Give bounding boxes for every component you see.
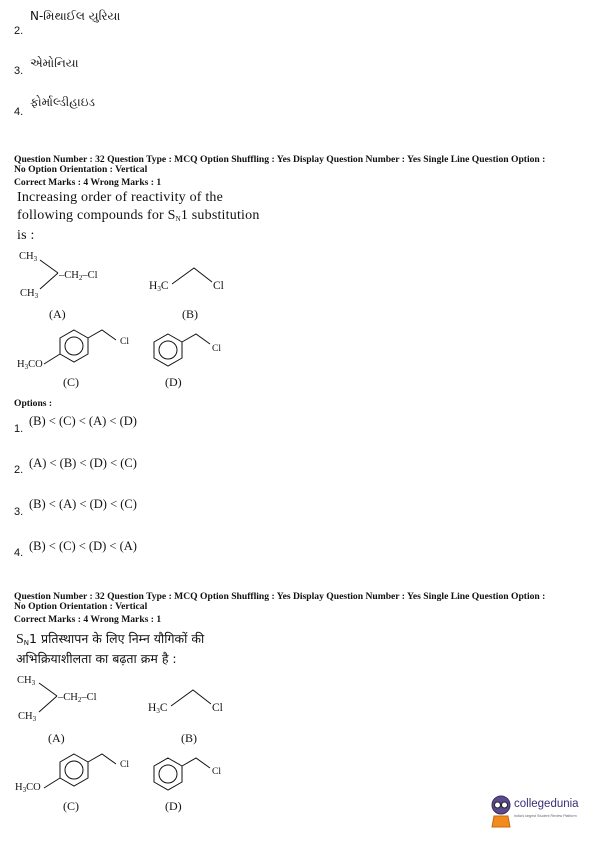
ch3-label: $CH_3$ <box>20 288 39 300</box>
option-number: 3. <box>14 506 24 518</box>
question-stem-line: $S_N1$ प्रतिस्थापन के लिए निम्न यौगिकों की <box>16 631 205 647</box>
question-meta-line: Question Number : 32 Question Type : MCQ Option Shuffling : Yes Display Question Number : Yes Single Line Question Option : <box>14 154 546 165</box>
cl-label: Cl <box>212 344 221 354</box>
benzene-ring <box>32 742 142 804</box>
question-stem-line: following compounds for $S_N1$ substitution <box>17 208 260 223</box>
question-marks: Correct Marks : 4 Wrong Marks : 1 <box>14 614 162 625</box>
option-text: (B) < (A) < (D) < (C) <box>29 497 137 511</box>
option-text: (B) < (C) < (D) < (A) <box>29 539 137 553</box>
structure-label: (A) <box>49 307 66 321</box>
h3co-label: $H_3CO$ <box>17 359 43 371</box>
cl-label: Cl <box>120 337 129 347</box>
option-text: ફોર્માલ્ડીહાઇડ <box>30 95 96 109</box>
question-marks: Correct Marks : 4 Wrong Marks : 1 <box>14 177 162 188</box>
option-text: (B) < (C) < (A) < (D) <box>29 414 137 428</box>
benzene-ring <box>32 318 142 380</box>
question-stem-line: Increasing order of reactivity of the <box>17 190 224 205</box>
question-stem-line: is : <box>17 228 35 243</box>
h3c-label: $H_3C$ <box>148 702 168 715</box>
cl-label: Cl <box>213 280 224 292</box>
structure-label: (C) <box>63 375 79 389</box>
ch3-label: $CH_3$ <box>17 675 36 687</box>
cl-label: Cl <box>120 760 129 770</box>
cl-label: Cl <box>212 702 223 714</box>
bond-lines <box>37 681 61 715</box>
structure-label: (D) <box>165 375 182 389</box>
structure-label: (B) <box>181 731 197 745</box>
cl-label: Cl <box>212 767 221 777</box>
logo-wordmark: collegedunia <box>514 798 579 810</box>
h3c-label: $H_3C$ <box>149 280 169 293</box>
question-meta-line: No Option Orientation : Vertical <box>14 601 148 612</box>
option-text: N-મિથાઈલ યુરિયા <box>30 9 121 23</box>
mascot-icon <box>488 794 514 828</box>
collegedunia-logo <box>488 794 588 830</box>
structure-label: (A) <box>48 731 65 745</box>
bond-lines <box>169 684 215 710</box>
h3co-label: $H_3CO$ <box>15 782 41 794</box>
bond-lines <box>38 258 62 292</box>
logo-tagline: India's largest Student Review Platform <box>514 814 577 818</box>
question-stem-line: अभिक्रियाशीलता का बढ़ता क्रम है : <box>16 651 177 666</box>
structure-label: (D) <box>165 799 182 813</box>
option-number: 3. <box>14 65 24 77</box>
structure-label: (B) <box>182 307 198 321</box>
option-text: (A) < (B) < (D) < (C) <box>29 456 137 470</box>
structure-label: (C) <box>63 799 79 813</box>
question-meta-line: Question Number : 32 Question Type : MCQ Option Shuffling : Yes Display Question Number : Yes Single Line Question Option : <box>14 591 546 602</box>
benzene-ring <box>140 320 220 376</box>
option-text: એમોનિયા <box>30 56 79 70</box>
question-meta-line: No Option Orientation : Vertical <box>14 164 148 175</box>
option-number: 1. <box>14 423 24 435</box>
bond-lines <box>170 262 216 288</box>
option-number: 2. <box>14 25 24 37</box>
options-label: Options : <box>14 398 53 409</box>
option-number: 2. <box>14 464 24 476</box>
ch3-label: $CH_3$ <box>19 251 38 263</box>
option-number: 4. <box>14 106 24 118</box>
ch2cl-label: $-CH_2-Cl$ <box>58 692 97 704</box>
ch3-label: $CH_3$ <box>18 711 37 723</box>
option-number: 4. <box>14 547 24 559</box>
benzene-ring <box>140 744 220 800</box>
ch2cl-label: $-CH_2-Cl$ <box>59 270 98 282</box>
